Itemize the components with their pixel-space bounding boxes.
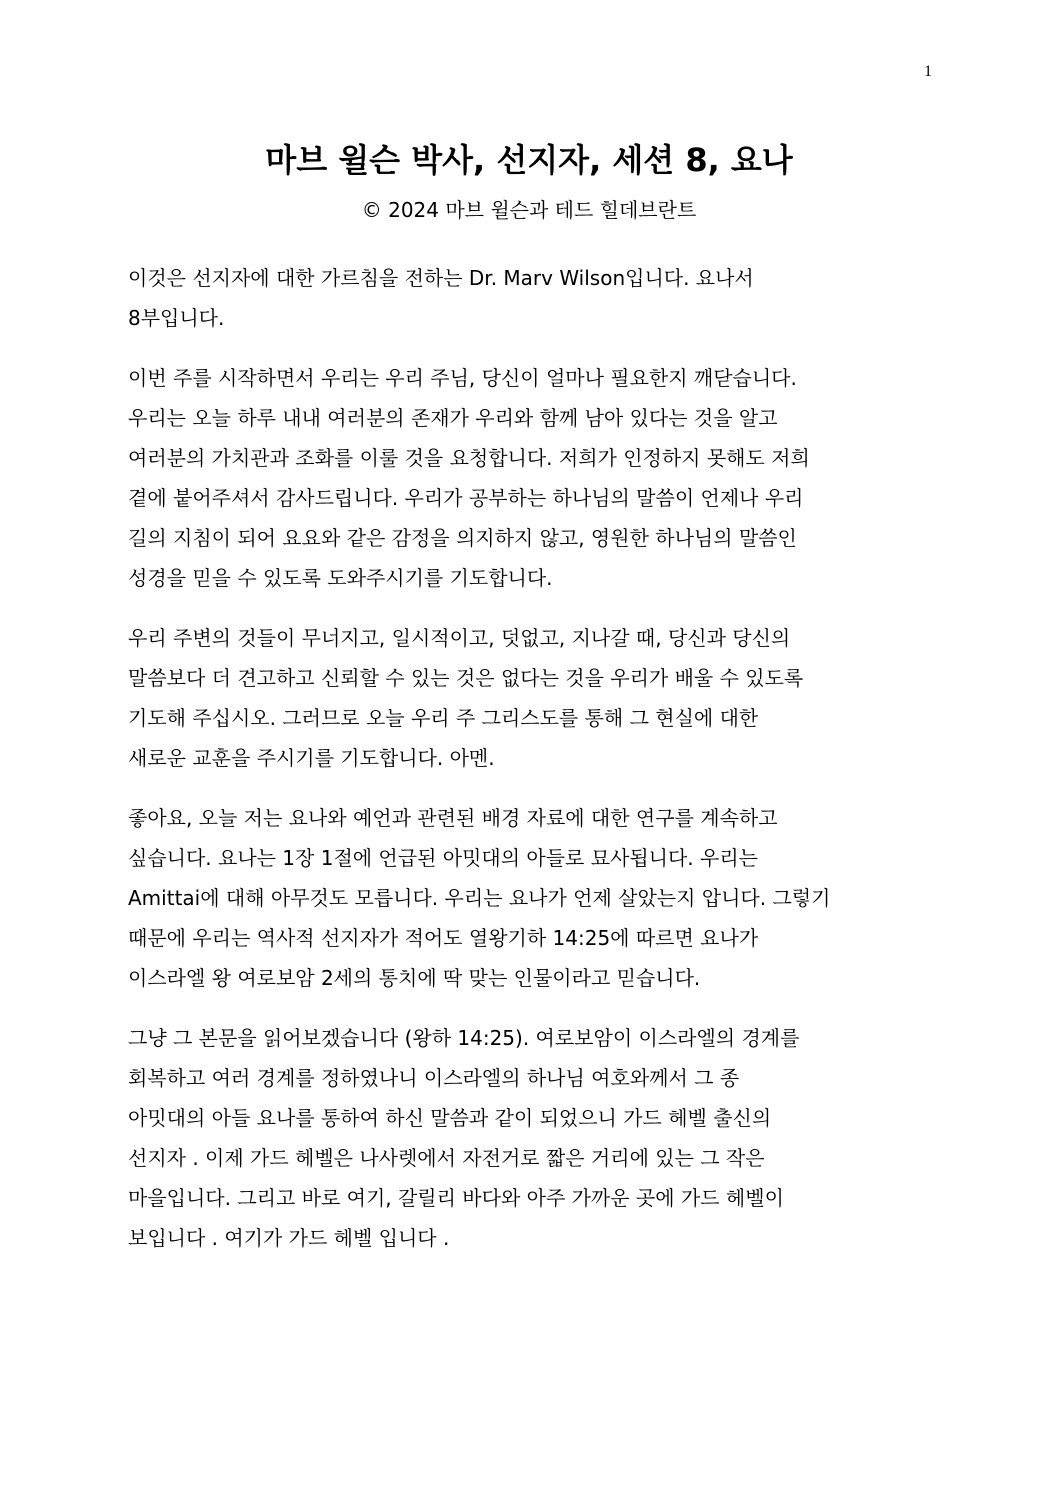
text-line: Amittai에 대해 아무것도 모릅니다. 우리는 요나가 언제 살았는지 압니다. 그렇기 <box>128 886 831 910</box>
text-line: 마을입니다. 그리고 바로 여기, 갈릴리 바다와 아주 가까운 곳에 가드 헤벨이 <box>128 1186 784 1210</box>
text-line: 선지자 . 이제 가드 헤벨은 나사렛에서 자전거로 짧은 거리에 있는 그 작은 <box>128 1146 765 1170</box>
text-line: 우리 주변의 것들이 무너지고, 일시적이고, 덧없고, 지나갈 때, 당신과 당신의 <box>128 626 791 650</box>
text-line: 이스라엘 왕 여로보암 2세의 통치에 딱 맞는 인물이라고 믿습니다. <box>128 966 701 990</box>
text-line: 그냥 그 본문을 읽어보겠습니다 (왕하 14:25). 여로보암이 이스라엘의 경계를 <box>128 1026 800 1050</box>
document-body <box>128 258 930 1278</box>
text-line: 성경을 믿을 수 있도록 도와주시기를 기도합니다. <box>128 566 553 590</box>
text-line: 보입니다 . 여기가 가드 헤벨 입니다 . <box>128 1226 450 1250</box>
paragraph-prayer-2 <box>128 618 930 778</box>
text-line: 말씀보다 더 견고하고 신뢰할 수 있는 것은 없다는 것을 우리가 배울 수 있도록 <box>128 666 804 690</box>
text-line: 길의 지침이 되어 요요와 같은 감정을 의지하지 않고, 영원한 하나님의 말씀인 <box>128 526 797 550</box>
text-line: 8부입니다. <box>128 306 225 330</box>
text-line: 이번 주를 시작하면서 우리는 우리 주님, 당신이 얼마나 필요한지 깨닫습니다. <box>128 366 797 390</box>
text-line: 기도해 주십시오. 그러므로 오늘 우리 주 그리스도를 통해 그 현실에 대한 <box>128 706 759 730</box>
text-line: 회복하고 여러 경계를 정하였나니 이스라엘의 하나님 여호와께서 그 종 <box>128 1066 740 1090</box>
text-line: 싶습니다. 요나는 1장 1절에 언급된 아밋대의 아들로 묘사됩니다. 우리는 <box>128 846 758 870</box>
document-title: 마브 윌슨 박사, 선지자, 세션 8, 요나 <box>265 141 793 179</box>
paragraph-background <box>128 798 930 998</box>
paragraph-scripture <box>128 1018 930 1258</box>
text-line: 좋아요, 오늘 저는 요나와 예언과 관련된 배경 자료에 대한 연구를 계속하고 <box>128 806 778 830</box>
copyright-line: © 2024 마브 윌슨과 테드 힐데브란트 <box>361 198 697 222</box>
paragraph-prayer-1 <box>128 358 930 598</box>
text-line: 때문에 우리는 역사적 선지자가 적어도 열왕기하 14:25에 따르면 요나가 <box>128 926 759 950</box>
page-number: 1 <box>924 63 932 80</box>
text-line: 곁에 붙어주셔서 감사드립니다. 우리가 공부하는 하나님의 말씀이 언제나 우리 <box>128 486 804 510</box>
text-line: 여러분의 가치관과 조화를 이룰 것을 요청합니다. 저희가 인정하지 못해도 저희 <box>128 446 810 470</box>
text-line: 새로운 교훈을 주시기를 기도합니다. 아멘. <box>128 746 495 770</box>
text-line: 우리는 오늘 하루 내내 여러분의 존재가 우리와 함께 남아 있다는 것을 알고 <box>128 406 778 430</box>
text-line: 아밋대의 아들 요나를 통하여 하신 말씀과 같이 되었으니 가드 헤벨 출신의 <box>128 1106 772 1130</box>
paragraph-intro <box>128 258 930 338</box>
text-line: 이것은 선지자에 대한 가르침을 전하는 Dr. Marv Wilson입니다. 요나서 <box>128 266 754 290</box>
